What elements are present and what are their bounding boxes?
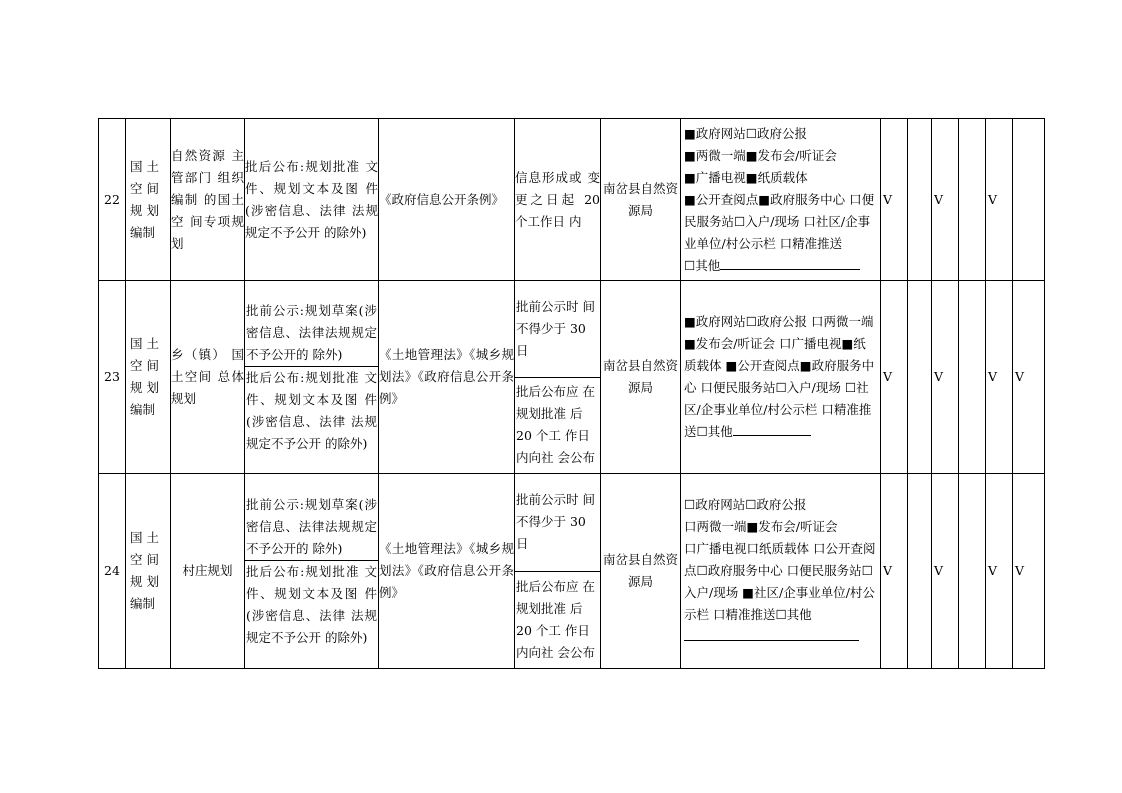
basis-after: 批后公布:规划批准 文件、规划文本及图 件(涉密信息、法律 法规规定不予公开 的除外): [246, 369, 377, 451]
channel-line: 口广播电视口纸质载体 口公开查阅点☐政府服务中心 口便民服务站☐入户/现场 ■社区/企事业单位/村公示栏 口精准推送☐其他: [684, 541, 876, 622]
deadline-before: 批前公示时 间不得少于 30 日: [516, 492, 595, 552]
row-number: 22: [99, 119, 126, 281]
channel-line: ■公开查阅点■政府服务中心 口便民服务站☐入户/现场 口社区/企事业单位/村公示栏 口精准推送: [684, 191, 875, 251]
mark-cell: V: [881, 119, 908, 281]
law-cell: 《土地管理法》《城乡规划法》《政府信息公开条例》: [379, 281, 515, 474]
mark-cell: V: [932, 119, 959, 281]
mark-cell: V: [986, 281, 1013, 474]
blank-underline: [684, 639, 859, 641]
channel-line: ☐政府网站☐政府公报: [684, 497, 807, 512]
channels-cell: [681, 119, 881, 281]
category-cell: [126, 119, 171, 281]
mark-cell: [959, 474, 986, 669]
category-text: 国 土: [130, 158, 159, 174]
channels-cell: [681, 474, 881, 669]
category-text: 空 间: [130, 358, 159, 373]
mark-cell: [959, 281, 986, 474]
mark-cell: V: [986, 119, 1013, 281]
basis-cell: [245, 281, 379, 474]
channel-line: ■政府网站☐政府公报 口两微一端■发布会/听证会 口广播电视■纸质载体 ■公开查阅点■政府服务中心 口便民服务站☐入户/现场 ☐社区/企事业单位/村公示栏 口精准推送☐其他: [684, 314, 875, 439]
row-number: 24: [99, 474, 126, 669]
category-text: 国 土: [130, 530, 159, 545]
table-row: [99, 474, 1045, 669]
table-row: [99, 281, 1045, 474]
category-text: 空 间: [130, 180, 159, 196]
mark-cell: [908, 474, 932, 669]
law-cell: 《政府信息公开条例》: [379, 119, 515, 281]
channel-line: ■两微一端■发布会/听证会: [684, 147, 837, 163]
deadline-after: 批后公布应 在规划批准 后 20 个工 作日内向社 会公布: [515, 377, 600, 474]
agency-cell: 南岔县自然资源局: [601, 281, 681, 474]
agency-cell: 南岔县自然资源局: [601, 119, 681, 281]
channel-line: ☐其他: [684, 257, 721, 273]
table-row: [99, 119, 1045, 281]
item-cell: 村庄规划: [171, 474, 245, 669]
mark-cell: [959, 119, 986, 281]
blank-underline: [720, 255, 860, 270]
mark-cell: [908, 281, 932, 474]
deadline-after: 批后公布应 在规划批准 后 20 个工 作日内向社 会公布: [515, 571, 600, 669]
channels-cell: [681, 281, 881, 474]
row-number: 23: [99, 281, 126, 474]
law-cell: 《土地管理法》《城乡规划法》《政府信息公开条例》: [379, 474, 515, 669]
mark-cell: V: [1013, 474, 1045, 669]
category-text: 空 间: [130, 552, 159, 567]
mark-cell: V: [986, 474, 1013, 669]
deadline-before: 批前公示时 间不得少于 30 日: [516, 298, 595, 358]
deadline-cell: [515, 281, 601, 474]
mark-cell: V: [932, 281, 959, 474]
blank-underline: [733, 421, 811, 436]
mark-cell: V: [932, 474, 959, 669]
category-text: 规 划: [130, 380, 159, 395]
deadline-cell: 信息形成或 变更之日起 20 个工作日 内: [515, 119, 601, 281]
mark-cell: V: [881, 474, 908, 669]
basis-before: 批前公示:规划草案(涉密信息、法律法规规定不予公开的 除外): [245, 494, 378, 561]
category-cell: [126, 474, 171, 669]
basis-after: 批后公布:规划批准 文件、规划文本及图 件(涉密信息、法律 法规规定不予公开 的除外): [246, 563, 377, 645]
item-cell: 自然资源 主管部门 组织编制 的国土空 间专项规划: [171, 119, 245, 281]
channel-line: ■广播电视■纸质载体: [684, 169, 808, 185]
category-text: 国 土: [130, 336, 159, 351]
mark-cell: [1013, 119, 1045, 281]
mark-cell: V: [881, 281, 908, 474]
agency-cell: 南岔县自然资源局: [601, 474, 681, 669]
basis-cell: [245, 474, 379, 669]
mark-cell: [908, 119, 932, 281]
category-text: 编制: [130, 596, 156, 611]
category-text: 编制: [130, 224, 156, 240]
basis-before: 批前公示:规划草案(涉密信息、法律法规规定不予公开的 除外): [245, 300, 378, 367]
category-text: 编制: [130, 402, 156, 417]
basis-cell: 批后公布:规划批准 文件、规划文本及图 件(涉密信息、法律 法规规定不予公开 的除外): [245, 119, 379, 281]
mark-cell: V: [1013, 281, 1045, 474]
category-text: 规 划: [130, 202, 159, 218]
disclosure-table: [98, 118, 1045, 669]
deadline-cell: [515, 474, 601, 669]
category-cell: [126, 281, 171, 474]
item-cell: 乡（镇） 国土空间 总体规划: [171, 281, 245, 474]
channel-line: ■政府网站☐政府公报: [684, 125, 808, 141]
category-text: 规 划: [130, 574, 159, 589]
channel-line: 口两微一端■发布会/听证会: [684, 519, 838, 534]
